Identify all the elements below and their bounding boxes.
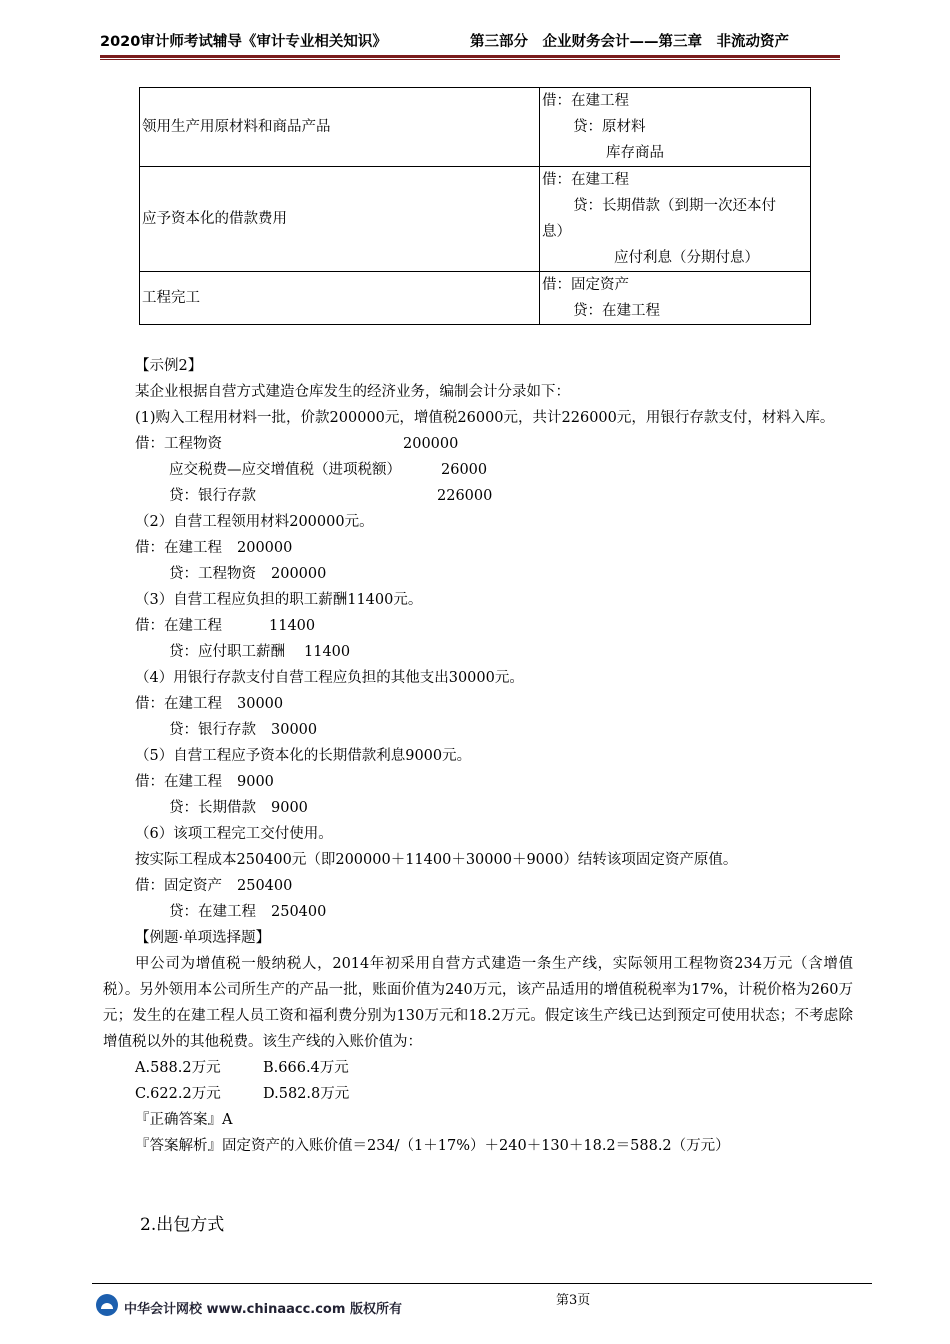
step-5: （5）自营工程应予资本化的长期借款利息9000元。	[135, 748, 472, 764]
page-number: 第3页	[556, 1293, 591, 1308]
journal-line: 贷：在建工程 250400	[169, 904, 327, 920]
option-b: B.666.4万元	[263, 1060, 349, 1076]
entry-line: 贷：长期借款（到期一次还本付	[573, 198, 776, 214]
journal-line: 贷：长期借款 9000	[169, 800, 308, 816]
entry-line: 应付利息（分期付息）	[614, 250, 759, 266]
journal-line: 借：在建工程 11400	[135, 618, 316, 634]
step-3: （3）自营工程应负担的职工薪酬11400元。	[135, 592, 423, 608]
question-stem: 甲公司为增值税一般纳税人，2014年初采用自营方式建造一条生产线，实际领用工程物资234万元（含增值税）。另外领用本公司所生产的产品一批，账面价值为240万元，该产品适用的增值税税率为17%，计税价格为260万元；发生的在建工程人员工资和福利费分别为130万元和18.2万元。假定该生产线已达到预定可使用状态；不考虑除增值税以外的其他税费。该生产线的入账价值为：	[103, 956, 853, 1050]
accounting-table	[139, 87, 811, 325]
journal-line: 借：工程物资 200000	[135, 436, 459, 452]
step-2: （2）自营工程领用材料200000元。	[135, 514, 374, 530]
table-cell-entry	[540, 272, 811, 325]
example-intro: 某企业根据自营方式建造仓库发生的经济业务，编制会计分录如下：	[135, 384, 570, 400]
table-row	[140, 88, 811, 167]
entry-line: 借：在建工程	[542, 172, 629, 188]
table-cell-item: 工程完工	[140, 272, 540, 325]
table-row	[140, 167, 811, 272]
journal-line: 贷：银行存款 226000	[169, 488, 493, 504]
analysis: 『答案解析』固定资产的入账价值＝234/（1＋17%）＋240＋130＋18.2＝588.2（万元）	[135, 1138, 730, 1154]
example-body	[103, 353, 853, 1159]
step-1: (1)购入工程用材料一批，价款200000元，增值税26000元，共计226000元，用银行存款支付，材料入库。	[135, 410, 835, 426]
journal-line: 借：固定资产 250400	[135, 878, 293, 894]
entry-line: 借：固定资产	[542, 277, 629, 293]
header-right: 第三部分 企业财务会计——第三章 非流动资产	[470, 34, 789, 50]
page-header	[100, 30, 840, 51]
journal-line: 贷：工程物资 200000	[169, 566, 327, 582]
table-cell-entry	[540, 88, 811, 167]
step-4: （4）用银行存款支付自营工程应负担的其他支出30000元。	[135, 670, 524, 686]
journal-line: 借：在建工程 9000	[135, 774, 274, 790]
option-c: C.622.2万元	[135, 1086, 221, 1102]
journal-line: 借：在建工程 30000	[135, 696, 284, 712]
entry-line: 借：在建工程	[542, 93, 629, 109]
journal-line: 贷：应付职工薪酬 11400	[169, 644, 351, 660]
footer-rule	[92, 1283, 872, 1284]
question-title: 【例题·单项选择题】	[135, 930, 271, 946]
entry-line: 贷：在建工程	[573, 303, 660, 319]
table-row	[140, 272, 811, 325]
option-a: A.588.2万元	[135, 1060, 221, 1076]
step-6-detail: 按实际工程成本250400元（即200000＋11400＋30000＋9000）结转该项固定资产原值。	[135, 852, 738, 868]
entry-line: 贷：原材料	[573, 119, 646, 135]
table-cell-item: 领用生产用原材料和商品产品	[140, 88, 540, 167]
section-heading: 2.出包方式	[140, 1215, 225, 1235]
footer-brand: 中华会计网校 www.chinaacc.com 版权所有	[124, 1302, 402, 1317]
journal-line: 借：在建工程 200000	[135, 540, 293, 556]
journal-line: 应交税费—应交增值税（进项税额） 26000	[169, 462, 488, 478]
entry-line: 库存商品	[606, 145, 664, 161]
table-cell-item: 应予资本化的借款费用	[140, 167, 540, 272]
header-rule	[100, 55, 840, 58]
answer: 『正确答案』A	[135, 1112, 233, 1128]
table-cell-entry	[540, 167, 811, 272]
header-left: 2020审计师考试辅导《审计专业相关知识》	[100, 34, 387, 50]
journal-line: 贷：银行存款 30000	[169, 722, 318, 738]
step-6: （6）该项工程完工交付使用。	[135, 826, 333, 842]
entry-line: 息）	[542, 224, 571, 240]
example-title: 【示例2】	[135, 358, 203, 374]
option-d: D.582.8万元	[263, 1086, 350, 1102]
logo-icon	[96, 1294, 118, 1316]
options-row	[103, 1081, 853, 1107]
header-rule-thin	[100, 59, 840, 60]
options-row	[103, 1055, 853, 1081]
